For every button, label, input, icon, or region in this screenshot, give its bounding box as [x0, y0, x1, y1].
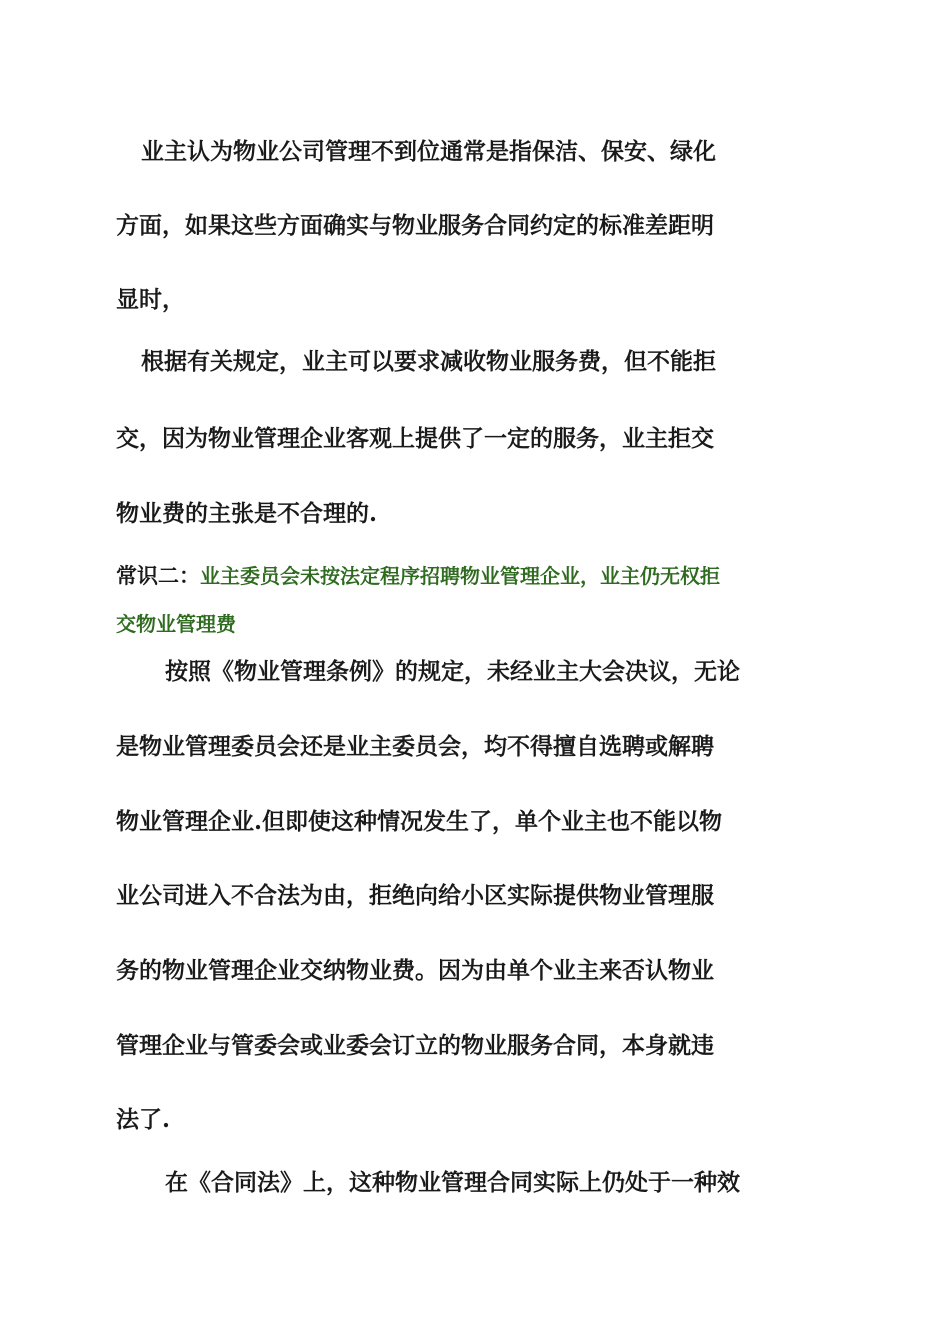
paragraph-3-line-3: 物业管理企业.但即使这种情况发生了，单个业主也不能以物	[116, 808, 723, 835]
paragraph-3-line-6: 管理企业与管委会或业委会订立的物业服务合同，本身就违	[116, 1032, 714, 1059]
paragraph-3-line-4: 业公司进入不合法为由，拒绝向给小区实际提供物业管理服	[116, 882, 714, 909]
paragraph-3-line-7: 法了.	[116, 1106, 171, 1133]
paragraph-3-line-5: 务的物业管理企业交纳物业费。因为由单个业主来否认物业	[116, 957, 714, 984]
paragraph-1-line-2: 方面，如果这些方面确实与物业服务合同约定的标准差距明	[116, 212, 714, 239]
section-heading-title: 业主委员会未按法定程序招聘物业管理企业，业主仍无权拒	[200, 564, 720, 588]
paragraph-4-line-1: 在《合同法》上，这种物业管理合同实际上仍处于一种效	[165, 1169, 740, 1196]
paragraph-3-line-2: 是物业管理委员会还是业主委员会，均不得擅自选聘或解聘	[116, 733, 714, 760]
paragraph-2-line-3: 物业费的主张是不合理的.	[116, 500, 378, 527]
paragraph-2-line-2: 交，因为物业管理企业客观上提供了一定的服务，业主拒交	[116, 425, 714, 452]
paragraph-3-line-1: 按照《物业管理条例》的规定，未经业主大会决议，无论	[165, 658, 740, 685]
section-heading-line-1	[116, 562, 796, 590]
section-heading-label: 常识二：	[116, 563, 200, 588]
section-heading-line-2: 交物业管理费	[116, 612, 236, 636]
paragraph-2-line-1: 根据有关规定，业主可以要求减收物业服务费，但不能拒	[141, 348, 716, 375]
paragraph-1-line-3: 显时，	[116, 286, 185, 313]
paragraph-1-line-1: 业主认为物业公司管理不到位通常是指保洁、保安、绿化	[141, 138, 716, 165]
